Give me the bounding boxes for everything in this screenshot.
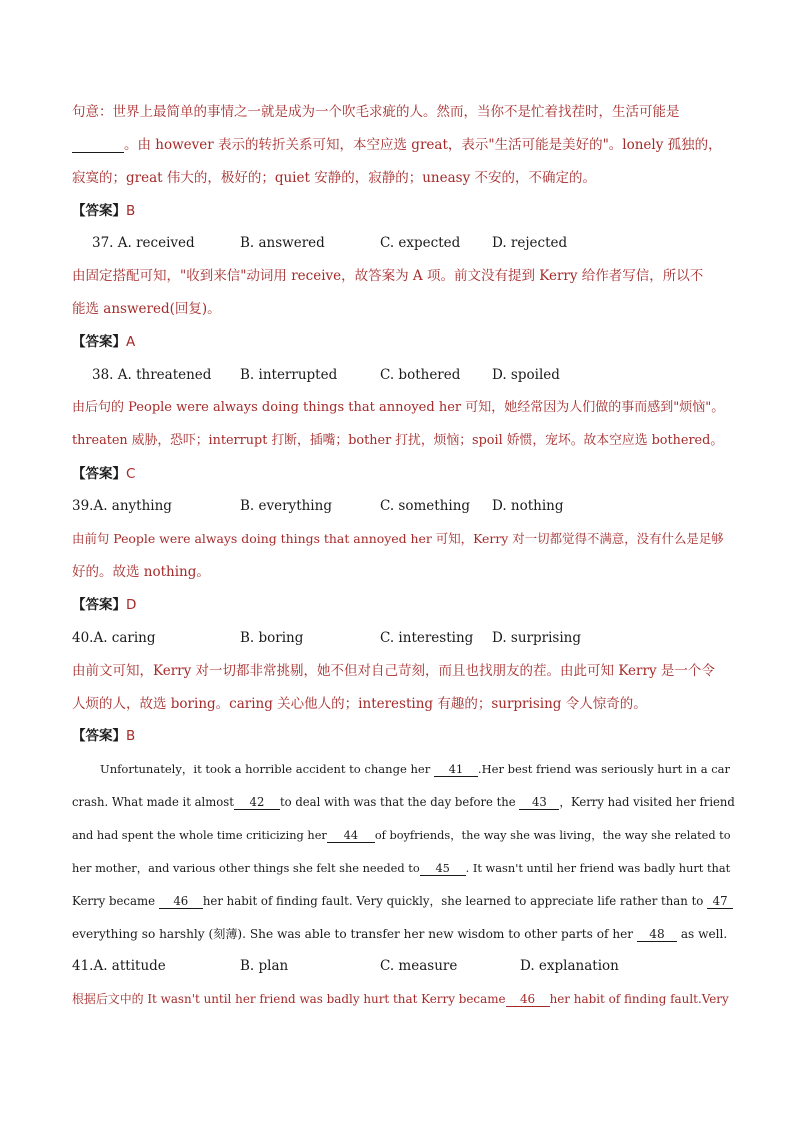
option-b: B. answered bbox=[240, 235, 325, 251]
explanation-41-line-1: 根据后文中的 It wasn't until her friend was badly hurt that Kerry became 46 her habit of finding fault.Very bbox=[72, 992, 729, 1006]
explanation-39-line-1: 由前句 People were always doing things that annoyed her 可知，Kerry 对一切都觉得不满意，没有什么是足够 bbox=[72, 531, 724, 546]
blank-44: 44 bbox=[327, 828, 375, 843]
question-41-options bbox=[72, 957, 722, 975]
passage-line-4: her mother，and various other things she felt she needed to 45 . It wasn't until her friend was badly hurt that bbox=[72, 861, 731, 875]
question-40-options bbox=[72, 629, 722, 647]
option-d: D. rejected bbox=[492, 235, 568, 251]
explanation-40-line-1: 由前文可知，Kerry 对一切都非常挑剔，她不但对自己苛刻，而且也找朋友的茬。由此可知 Kerry 是一个令 bbox=[72, 663, 715, 679]
blank-43: 43 bbox=[519, 795, 559, 810]
blank-41: 41 bbox=[434, 762, 478, 777]
answer-39: 【答案】D bbox=[72, 597, 137, 613]
option-a: 41.A. attitude bbox=[72, 958, 166, 974]
option-a: 40.A. caring bbox=[72, 630, 156, 646]
option-a: 37. A. received bbox=[92, 235, 195, 251]
option-c: C. something bbox=[380, 498, 471, 514]
option-b: B. boring bbox=[240, 630, 304, 646]
option-a: 39.A. anything bbox=[72, 498, 172, 514]
question-37-options bbox=[72, 234, 722, 252]
option-c: C. expected bbox=[380, 235, 461, 251]
explanation-36-line-3: 寂寞的；great 伟大的，极好的；quiet 安静的，寂静的；uneasy 不安的，不确定的。 bbox=[72, 170, 596, 186]
passage-line-2: crash. What made it almost 42 to deal with was that the day before the 43 ，Kerry had visited her friend bbox=[72, 795, 735, 809]
blank-46-reference: 46 bbox=[506, 992, 550, 1007]
option-d: D. nothing bbox=[492, 498, 564, 514]
answer-40: 【答案】B bbox=[72, 728, 136, 744]
option-d: D. spoiled bbox=[492, 367, 560, 383]
option-d: D. surprising bbox=[492, 630, 581, 646]
option-d: D. explanation bbox=[520, 958, 619, 974]
option-b: B. interrupted bbox=[240, 367, 338, 383]
blank-48: 48 bbox=[637, 927, 677, 942]
answer-36: 【答案】B bbox=[72, 203, 136, 219]
explanation-40-line-2: 人烦的人，故选 boring。caring 关心他人的；interesting 有趣的；surprising 令人惊奇的。 bbox=[72, 696, 647, 712]
option-c: C. bothered bbox=[380, 367, 461, 383]
explanation-38-line-1: 由后句的 People were always doing things that annoyed her 可知，她经常因为人们做的事而感到"烦恼"。 bbox=[72, 400, 725, 415]
blank-47: 47 bbox=[707, 894, 733, 909]
passage-line-3: and had spent the whole time criticizing her 44 of boyfriends，the way she was living，the way she related to bbox=[72, 828, 731, 842]
explanation-37-line-2: 能选 answered(回复)。 bbox=[72, 301, 221, 317]
explanation-36-line-1: 句意：世界上最简单的事情之一就是成为一个吹毛求疵的人。然而，当你不是忙着找茬时，生活可能是 bbox=[72, 104, 680, 120]
passage-line-1: Unfortunately，it took a horrible accident to change her 41 .Her best friend was seriously hurt in a car bbox=[100, 762, 731, 776]
passage-line-5: Kerry became 46 her habit of finding fault. Very quickly，she learned to appreciate life rather than to 47 bbox=[72, 892, 733, 910]
question-39-options bbox=[72, 497, 722, 515]
question-38-options bbox=[72, 366, 722, 384]
option-c: C. interesting bbox=[380, 630, 474, 646]
option-c: C. measure bbox=[380, 958, 458, 974]
answer-blank bbox=[72, 138, 124, 153]
explanation-39-line-2: 好的。故选 nothing。 bbox=[72, 564, 210, 580]
passage-line-6: everything so harshly (刻薄). She was able to transfer her new wisdom to other parts of her 48 as well. bbox=[72, 927, 728, 941]
answer-37: 【答案】A bbox=[72, 334, 136, 350]
explanation-38-line-2: threaten 威胁，恐吓；interrupt 打断，插嘴；bother 打扰，烦恼；spoil 娇惯，宠坏。故本空应选 bothered。 bbox=[72, 433, 724, 448]
explanation-36-line-2: 。由 however 表示的转折关系可知，本空应选 great，表示"生活可能是美好的"。lonely 孤独的， bbox=[72, 136, 722, 154]
option-b: B. everything bbox=[240, 498, 332, 514]
option-a: 38. A. threatened bbox=[92, 367, 212, 383]
answer-38: 【答案】C bbox=[72, 466, 136, 482]
option-b: B. plan bbox=[240, 958, 289, 974]
blank-46: 46 bbox=[159, 894, 203, 909]
explanation-37-line-1: 由固定搭配可知，"收到来信"动词用 receive，故答案为 A 项。前文没有提到 Kerry 给作者写信，所以不 bbox=[72, 268, 704, 284]
blank-45: 45 bbox=[420, 861, 466, 876]
blank-42: 42 bbox=[234, 795, 280, 810]
